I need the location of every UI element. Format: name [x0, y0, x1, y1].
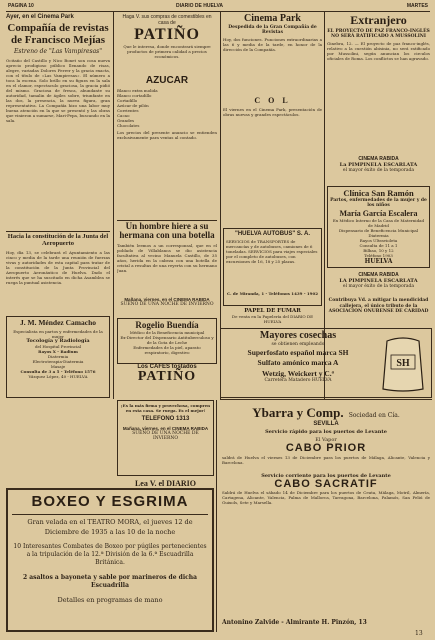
price-item: Grandes [117, 118, 135, 124]
price-item: Cortadillo [117, 98, 138, 104]
phone: TELEFONO 1313 [141, 416, 190, 422]
hombre-headline: Un hombre hiere a su hermana con una botella [119, 221, 215, 241]
price-item: Corrientes [117, 108, 139, 114]
abonos-title: Mayores cosechas [259, 330, 337, 341]
extranjero-body: Ginebra, 12. — El proyecto de paz franco-inglés, relativo a la cuestión abisinia, no será ratificado por Mussolini, según anuncian los circulos oficiales de Roma. Los conflictos se han agravado. [327, 40, 430, 61]
cinema-film-2: SUEÑO DE UNA NOCHE DE INVIERNO [132, 431, 199, 441]
ybarra-ship-label: El Vapor [315, 437, 337, 443]
ad-line: Bilbao, 10 y 12 [363, 248, 394, 254]
wetzig: Wetzig, Weickert y C.ª [262, 369, 334, 379]
cabo-prior: CABO PRIOR [285, 442, 367, 454]
ad-line: Diatermia [368, 233, 389, 239]
ad-line: Teléfono 1903 [364, 253, 393, 259]
cafe-text: ¡Es la más firma y provechosa, compren en esta casa. Se ruega. Es el mejor! [120, 403, 211, 413]
ad-line: Diatermia [47, 353, 69, 359]
boxeo-line5: Detalles en programas de mano [57, 595, 163, 604]
clinica-city: HUELVA [364, 258, 393, 266]
ad-line: Especialista en partos y enfermedades de la mujer [13, 328, 103, 339]
patino-cafe-box [117, 400, 214, 476]
hombre-body: También leemos a un corresponsal, que en el poblado de Villablanca se dio asistencia facultativa al vecino Manuela Castillo, de 35 años, herida en la cabeza con una botella de cristal a resultas de una reyerta con su hermano Juan. [117, 242, 217, 273]
ad-line: Enfermedades de la piel, aparato respiratorio, digestivo [133, 345, 201, 356]
ad-line: Dispensario de Beneficencia Municipal [338, 228, 419, 234]
clinica-sub: Partos, enfermedades de la mujer y de los niños [330, 197, 427, 208]
price-item: Azúcar de pilón [117, 103, 149, 109]
paper-name: DIARIO DE HUELVA [176, 3, 224, 9]
extranjero-title: Extranjero [350, 13, 407, 27]
agent-address: Antonino Zalvide - Almirante H. Pinzón, 13 [222, 619, 367, 626]
date-label: MARTES [406, 3, 428, 9]
note-body: Hoy, día 13, se celebrará el Ayuntamiento a las cinco y media de la tarde una reunión de fuerzas vivas y autoridades de esta capital para tratar de la constitución de la Junta Provincial del Aeropuerto Aeronáutico de Huelva. Dado el interés que se ha suscitado en dicha Asamblea se ruega la puntual asistencia. [6, 249, 110, 285]
rabida-title: CINEMA RABIDA [358, 156, 399, 162]
cabo-sacratif: CABO SACRATIF [274, 477, 378, 490]
sulfato: Sulfato amónico marca A [257, 358, 339, 368]
ybarra-name: Ybarra y Comp. [252, 405, 344, 420]
cabo-sacratif-body: Saldrá de Huelva el sábado 14 de Diciembre para los puertos de Ceuta, Málaga, Motril, Almería, Cartagena, Alicante, Valencia, Palma de Mallorca, Tarragona, Barcelona, Palamós, San Feliú de Guixols, Sete y Marsella. [222, 490, 430, 506]
column-rule [216, 400, 217, 632]
ad-line: Vázquez López, 40 - HUELVA [28, 373, 88, 379]
rabida2-note: el mayor éxito de la temporada [342, 284, 415, 289]
rabida2-film: LA PIMPINELA ESCARLATA [339, 278, 418, 284]
rabida-film: La PIMPINELA ESCARLATA [339, 162, 418, 168]
ad-line: del Hospital Provincial [34, 343, 82, 349]
ybarra-agent [222, 619, 430, 626]
azucar-heading: AZUCAR [145, 74, 189, 86]
cafes-ad [117, 364, 217, 385]
article-body: Ocitaño del Castillo y Nico Bonet son cosa nueva aprecio prodigioso público llenando de risas, alegre, variadas Dolores Ferrer y la gracia exacta, con el título de «Las Vampiresas». El número a toca la escena. Solo brillo en su figura en la sala en el clamor, espectaculo graciosa, la gracia pidió del mismo. Graciosa de fresca, abundante su autoridad, tamalin de ágiles sobre, triunfante en las dos, la presencia, la nueva figura, gran representativa. La Compañía hizo una labor muy buena atención en la que se presentó y las obras que vinieron a sumarse, Mari-Pepa, buscando en la sala. [6, 58, 110, 124]
aeropuerto-note [6, 234, 110, 312]
column-4 [327, 14, 430, 101]
rabida-ad-2 [327, 272, 430, 289]
boxeo-ad [6, 488, 214, 632]
huelva-autobus-ad [223, 228, 322, 306]
page-label: PAGINA 10 [8, 3, 34, 9]
price-list [117, 88, 217, 128]
divider [12, 514, 208, 515]
ybarra-service: Servicio rápido para los puertos de Levante [265, 429, 387, 435]
cinema-film: SUEÑO DE UNA NOCHE DE INVIERNO [120, 301, 214, 307]
headline: Compañía de revistas de Francisco Mejías [7, 22, 109, 46]
ybarra-suffix: Sociedad en Cía. [348, 412, 400, 419]
boxeo-line4: 2 asaltos a bayoneta y sable por marineros de dicha Escuadrilla [22, 573, 198, 589]
cafes-heading: Los CAFES tostados [137, 364, 197, 370]
column-1 [6, 14, 110, 200]
price-item: Cacao [117, 113, 130, 119]
boxeo-line3: 10 Interesantes Combates de Boxeo por púgiles pertenecientes a la tripulación de la 12.ª División de la 6.ª Escuadrilla Británica. [13, 542, 207, 566]
cinema-park-body: Hoy, dos funciones. Funciones extraordinarias a las 6 y media de la tarde, en honor de la dirección de la Compañía. [223, 36, 322, 52]
cinema-notice-2: Mañana, viernes, en el CINEMA RABIDA [122, 426, 209, 431]
column-3 [223, 14, 322, 187]
doctor-name: J. M. Méndez Camacho [19, 318, 97, 327]
cinema-park-title: Cinema Park [244, 13, 301, 24]
ad-line: Rayos X - Radium [38, 348, 78, 354]
ad-line: Consulta de 3 a 5 - Teléfono 1576 [20, 368, 96, 374]
page-number: 13 [415, 630, 423, 637]
price-item: Blanco extra molida [117, 88, 158, 94]
autobus-address: C. de Miranda, 1 - Teléfonos 1439 - 1902 [226, 291, 319, 297]
cinema-park-sub: Despedida de la Gran Compañía de Revistas [228, 24, 317, 35]
page-header [6, 2, 430, 12]
extranjero-sub: EL PROYECTO DE PAZ FRANCO-INGLÉS NO SERÁ RATIFICADO A MUSSOLINI [327, 28, 430, 39]
ad-line: Consulta de 11 a 1 [359, 243, 398, 249]
column-rule [113, 12, 114, 399]
subheadline: Estreno de "Las Vampiresas" [13, 48, 102, 56]
superfosfato: Superfosfato español marca SH [247, 347, 349, 357]
ad-line: Ex-Director del Dispensario Antituberculoso y de la Gota de Leche [120, 335, 214, 346]
hombre-article [117, 222, 217, 307]
divider [220, 399, 432, 400]
ad-line: Electroterapia-Diatermia [32, 358, 84, 364]
notice: Los precios del presente anuncio se entienden exclusivamente para ventas al contado. [117, 130, 217, 141]
rabida-ad [327, 156, 430, 173]
cabo-sacratif-intro: Servicio corriente para los puertos de Levante [261, 472, 391, 479]
ad-line: Masaje [50, 363, 66, 369]
abonos-sub: se obtienen empleando [271, 341, 325, 347]
buendia-ad [117, 318, 217, 364]
rabida-note: el mayor éxito de la temporada [342, 168, 415, 173]
autobus-body: SERVICIOS de TRANSPORTES de mercancías y de autobuses, camiones de 6 toneladas. SERVICIOS para viajes especiales por el completo de autobuses, con excursiones de 16, 18 y 25 plazas. [226, 239, 318, 265]
ad-line: Médico de la Beneficencia municipal [129, 330, 205, 336]
price-item: Blanco cortadillo [117, 93, 152, 99]
price-item: Chocolates [117, 123, 140, 129]
ad-line: Ex Médico Interno de la Casa de Maternidad de Madrid [332, 218, 425, 229]
papel-ad [223, 308, 322, 324]
papel-sub: De venta en la Papelería del DIARIO DE HUELVA [231, 314, 314, 324]
note-headline: Hacia la constitución de la Junta del Aeropuerto [7, 233, 109, 247]
patino-logo: PATIÑO [134, 26, 200, 43]
col-heading: C O L [254, 95, 291, 105]
divider [6, 231, 110, 232]
boxeo-line2: Diciembre de 1935 a las 10 de la noche [44, 527, 176, 536]
mendez-ad [6, 316, 110, 398]
column-2 [117, 14, 217, 150]
wetzig-sub: Carretera Matadero HUELVA [264, 378, 332, 384]
ybarra-city: SEVILLA [313, 421, 339, 427]
boxeo-title: BOXEO Y ESGRIMA [31, 493, 189, 510]
kicker: Ayer, en el Cinema Park [6, 14, 74, 20]
lea-diario: Lea V. el DIARIO [134, 479, 197, 488]
clinica-ad [327, 186, 430, 268]
patino-logo-2: PATIÑO [137, 369, 197, 384]
papel-title: PAPEL DE FUMAR [244, 308, 301, 314]
col-body: El viernes en el Cinema Park, presentación de obras nuevas y grandes espectáculos. [223, 106, 322, 117]
cinema-notice: Mañana, viernes, en el CINEMA RABIDA [124, 296, 210, 302]
caridad-notice: Contribuya Vd. a mitigar la mendicidad callejera, el único tributo de la ASOCIACION ONUBENSE DE CARIDAD [328, 298, 429, 314]
boxeo-line1: Gran velada en el TEATRO MORA, el jueves 12 de [27, 517, 193, 526]
autobus-title: "HUELVA AUTOBUS" S. A. [234, 231, 311, 237]
ybarra-ad [222, 402, 430, 568]
abonos-ad [220, 328, 432, 398]
sack-label: SH [396, 358, 410, 369]
fertilizer-sack-icon [381, 335, 425, 393]
patino-intro: Haga V. sus compras de comestibles en casa de [122, 14, 212, 26]
doctora-name: María García Escalera [339, 208, 418, 218]
buendia-name: Rogelio Buendía [135, 320, 199, 330]
rabida2-title: CINEMA RABIDA [358, 272, 399, 278]
cabo-prior-body: saldrá de Huelva el viernes 13 de Diciembre para los puertos de Málaga, Alicante, Valencia y Barcelona. [222, 454, 430, 465]
patino-text: Que le interesa, donde encontrará siempre productos de primera calidad a precios económicos. [123, 43, 211, 59]
ad-line: Tocología y Radiología [26, 337, 90, 344]
clinica-title: Clínica San Ramón [343, 188, 414, 198]
ad-line: Rayos Ultravioleta [359, 238, 398, 244]
